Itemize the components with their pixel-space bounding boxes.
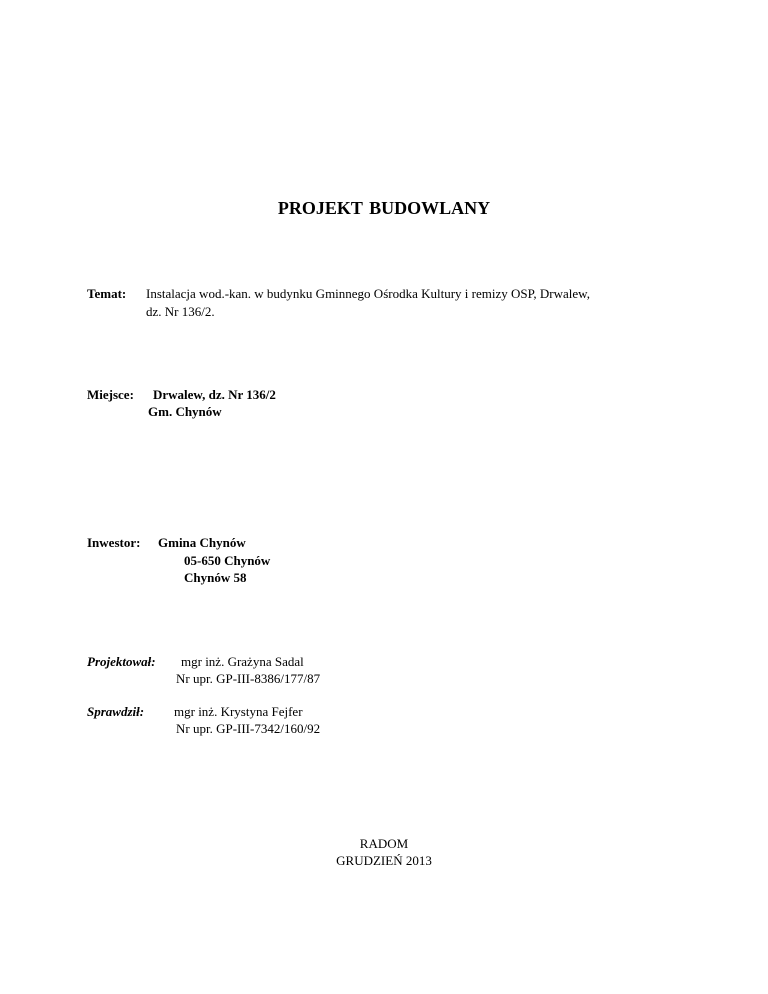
sprawdzil-label: Sprawdził: <box>87 704 145 719</box>
projektowal-label: Projektował: <box>87 654 156 669</box>
footer-city: RADOM <box>359 836 409 851</box>
miejsce-line-1: Drwalew, dz. Nr 136/2 <box>153 387 276 402</box>
inwestor-line-1: Gmina Chynów <box>158 535 246 550</box>
inwestor-label: Inwestor: <box>87 535 141 550</box>
miejsce-line-2: Gm. Chynów <box>148 404 222 419</box>
temat-label: Temat: <box>87 286 127 301</box>
inwestor-line-2: 05-650 Chynów <box>184 553 271 568</box>
projektowal-name: mgr inż. Grażyna Sadal <box>181 654 304 669</box>
temat-line-2: dz. Nr 136/2. <box>146 304 215 319</box>
footer-date: GRUDZIEŃ 2013 <box>336 853 432 868</box>
sprawdzil-name: mgr inż. Krystyna Fejfer <box>174 704 303 719</box>
temat-line-1: Instalacja wod.-kan. w budynku Gminnego Ośrodka Kultury i remizy OSP, Drwalew, <box>146 286 590 301</box>
sprawdzil-license: Nr upr. GP-III-7342/160/92 <box>176 721 321 736</box>
document-title: PROJEKT BUDOWLANY <box>277 198 491 218</box>
miejsce-label: Miejsce: <box>87 387 134 402</box>
projektowal-license: Nr upr. GP-III-8386/177/87 <box>176 671 321 686</box>
inwestor-line-3: Chynów 58 <box>184 570 247 585</box>
